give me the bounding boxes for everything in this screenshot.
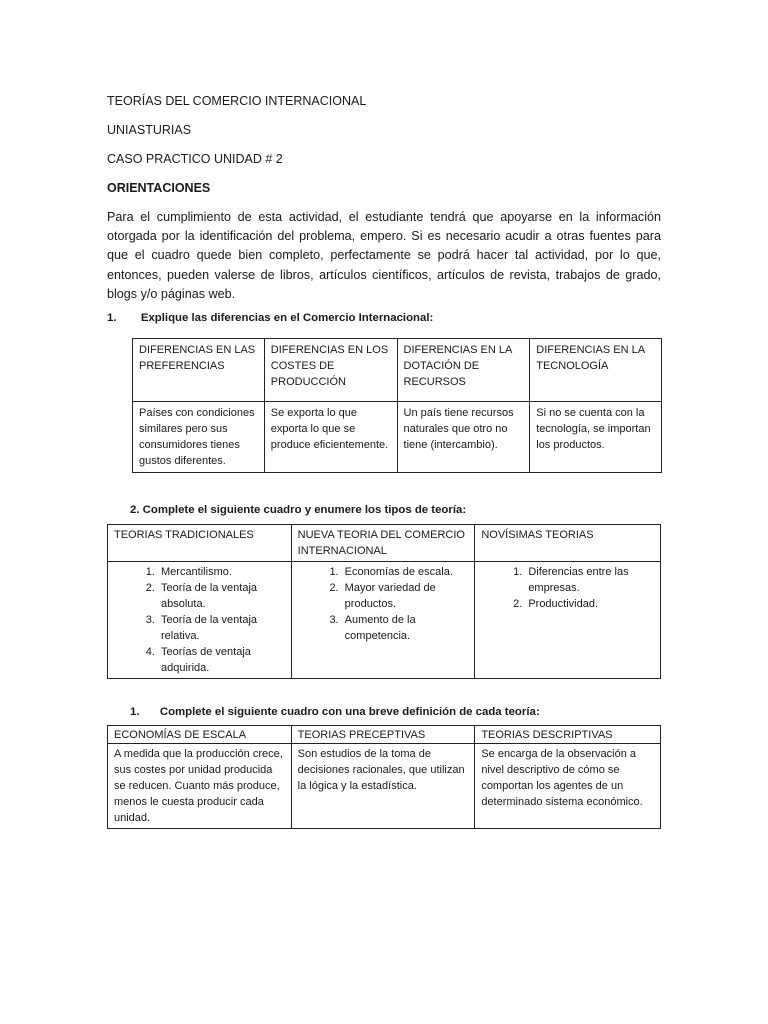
table-header-row xyxy=(133,339,662,402)
list-item: 1. Mercantilismo. xyxy=(158,564,285,580)
list-item: 4. Teorías de ventaja adquirida. xyxy=(158,644,285,676)
theory-definitions-table xyxy=(107,725,661,829)
document-title: TEORÍAS DEL COMERCIO INTERNACIONAL xyxy=(107,94,367,108)
table-cell: A medida que la producción crece, sus costes por unidad producida se reducen. Cuanto más produce, menos le cuesta producir cada unidad. xyxy=(108,744,292,829)
list-item: 2. Teoría de la ventaja absoluta. xyxy=(158,580,285,612)
table-header-cell: TEORIAS TRADICIONALES xyxy=(108,525,292,562)
table-cell: Se encarga de la observación a nivel descriptivo de cómo se comportan los agentes de un determinado sistema económico. xyxy=(475,744,661,829)
question-1-number: 1. xyxy=(107,312,117,324)
table-header-cell: TEORIAS DESCRIPTIVAS xyxy=(475,726,661,744)
table-header-cell: ECONOMÍAS DE ESCALA xyxy=(108,726,292,744)
table-row xyxy=(133,402,662,473)
table-header-cell: NUEVA TEORIA DEL COMERCIO INTERNACIONAL xyxy=(291,525,475,562)
question-2-text: 2. Complete el siguiente cuadro y enumere los tipos de teoría: xyxy=(130,504,467,516)
table-header-row xyxy=(108,525,661,562)
table-header-cell: DIFERENCIAS EN LA DOTACIÓN DE RECURSOS xyxy=(397,339,530,402)
table-cell: Se exporta lo que exporta lo que se produce eficientemente. xyxy=(264,402,397,473)
list-item: 3. Aumento de la competencia. xyxy=(342,612,469,644)
table-header-cell: DIFERENCIAS EN LOS COSTES DE PRODUCCIÓN xyxy=(264,339,397,402)
table-cell xyxy=(291,562,475,679)
table-row xyxy=(108,562,661,679)
table-cell xyxy=(108,562,292,679)
list-item: 1. Economías de escala. xyxy=(342,564,469,580)
table-header-row xyxy=(108,726,661,744)
question-1-text: Explique las diferencias en el Comercio Internacional: xyxy=(140,312,434,324)
list-item: 2. Productividad. xyxy=(525,596,654,612)
differences-table xyxy=(132,338,662,473)
table-cell: Si no se cuenta con la tecnología, se importan los productos. xyxy=(530,402,662,473)
table-cell xyxy=(475,562,661,679)
list-item: 3. Teoría de la ventaja relativa. xyxy=(158,612,285,644)
question-3-number: 1. xyxy=(130,706,140,718)
list-item: 1. Diferencias entre las empresas. xyxy=(525,564,654,596)
instructions-paragraph: Para el cumplimiento de esta actividad, el estudiante tendrá que apoyarse en la información otorgada por la identificación del problema, empero. Si es necesario acudir a otras fuentes para que el cuadro quede bien completo, perfectamente se podrá hacer tal actividad, por lo que, entonces, pueden valerse de libros, artículos científicos, artículos de revista, trabajos de grado, blogs y/o páginas web. xyxy=(107,210,661,301)
theory-types-table xyxy=(107,524,661,679)
table-row xyxy=(108,744,661,829)
question-3-text: Complete el siguiente cuadro con una breve definición de cada teoría: xyxy=(159,706,540,718)
newest-theories-list xyxy=(481,564,654,612)
question-1 xyxy=(107,312,433,324)
table-cell: Países con condiciones similares pero sus consumidores tienes gustos diferentes. xyxy=(133,402,265,473)
list-item: 2. Mayor variedad de productos. xyxy=(342,580,469,612)
traditional-theories-list xyxy=(114,564,285,676)
new-theory-list xyxy=(298,564,469,644)
table-header-cell: DIFERENCIAS EN LAS PREFERENCIAS xyxy=(133,339,265,402)
table-header-cell: NOVÍSIMAS TEORIAS xyxy=(475,525,661,562)
institution-name: UNIASTURIAS xyxy=(107,123,192,137)
table-cell: Un país tiene recursos naturales que otro no tiene (intercambio). xyxy=(397,402,530,473)
question-3 xyxy=(130,706,540,718)
table-header-cell: DIFERENCIAS EN LA TECNOLOGÍA xyxy=(530,339,662,402)
table-cell: Son estudios de la toma de decisiones racionales, que utilizan la lógica y la estadística. xyxy=(291,744,475,829)
table-header-cell: TEORIAS PRECEPTIVAS xyxy=(291,726,475,744)
case-title: CASO PRACTICO UNIDAD # 2 xyxy=(107,152,283,166)
section-heading: ORIENTACIONES xyxy=(107,181,211,195)
